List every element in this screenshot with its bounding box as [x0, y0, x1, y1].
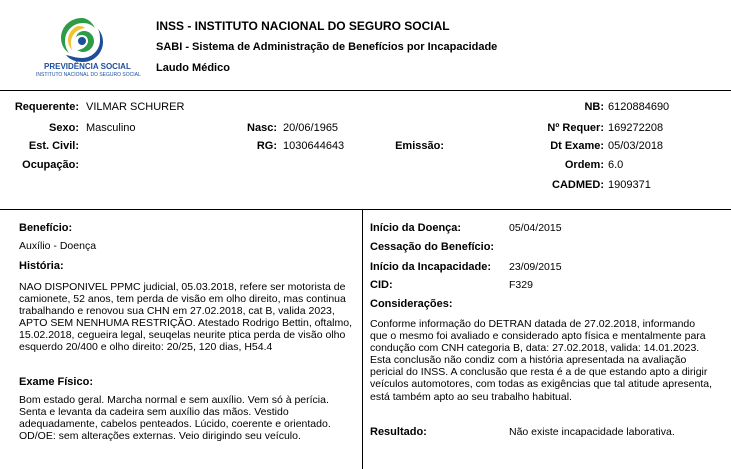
nb-value: 6120884690 — [608, 101, 670, 113]
inicio-doenca-value: 05/04/2015 — [509, 222, 562, 234]
historia-label: História: — [19, 260, 64, 272]
nasc-value: 20/06/1965 — [283, 122, 339, 134]
exame-text: Bom estado geral. Marcha normal e sem auxílio. Vem só à perícia. Senta e levanta da cadeira sem auxílio das mãos. Vestido adequadamente, cabelos penteados. Lúcido, coerente e orientado. OD/OE: sem alterações externas. Veio dirigindo seu veículo. — [19, 394, 331, 443]
beneficio-value: Auxílio - Doença — [19, 240, 97, 252]
nrequer-label: Nº Requer: — [547, 122, 604, 134]
dtexame-label: Dt Exame: — [550, 140, 604, 152]
resultado-value: Não existe incapacidade laborativa. — [509, 426, 675, 438]
cadmed-value: 1909371 — [608, 179, 651, 191]
rg-value: 1030644643 — [283, 140, 345, 152]
header-system: SABI - Sistema de Administração de Benefícios por Incapacidade — [156, 41, 498, 53]
cid-label: CID: — [370, 279, 393, 291]
cadmed-label: CADMED: — [552, 179, 604, 191]
inicio-incapacidade-label: Início da Incapacidade: — [370, 261, 492, 273]
sexo-value: Masculino — [86, 122, 136, 134]
beneficio-label: Benefício: — [19, 222, 73, 234]
inicio-incapacidade-value: 23/09/2015 — [509, 261, 562, 273]
exame-label: Exame Físico: — [19, 376, 93, 388]
requerente-value: VILMAR SCHURER — [86, 101, 185, 113]
logo-sub-text: INSTITUTO NACIONAL DO SEGURO SOCIAL — [36, 72, 141, 78]
ordem-label: Ordem: — [564, 159, 604, 171]
header-institute: INSS - INSTITUTO NACIONAL DO SEGURO SOCIAL — [156, 19, 450, 33]
previdencia-logo-icon — [30, 14, 134, 64]
nrequer-value: 169272208 — [608, 122, 664, 134]
emissao-label: Emissão: — [395, 140, 444, 152]
divider-top — [0, 90, 731, 91]
ocupacao-label: Ocupação: — [22, 159, 79, 171]
divider-vertical — [362, 209, 363, 469]
dtexame-value: 05/03/2018 — [608, 140, 664, 152]
inicio-doenca-label: Início da Doença: — [370, 222, 462, 234]
consideracoes-label: Considerações: — [370, 298, 453, 310]
ordem-value: 6.0 — [608, 159, 624, 171]
cessacao-label: Cessação do Benefício: — [370, 241, 495, 253]
nb-label: NB: — [584, 101, 604, 113]
historia-text: NAO DISPONIVEL PPMC judicial, 05.03.2018, refere ser motorista de camionete, 52 anos, tem perda de visão em olho direito, mas continua trabalhando e renovou sua CHN em 27.02.2018, cat B, valida 2023, APTO SEM NENHUMA RESTRIÇÃO. Atestado Rodrigo Bettin, oftalmo, 15.02.2018, cegueira legal, seuqelas neurite ptica perda de visão olho esquerdo 20/400 e olho direito: 20/25, 120 dias, H54.4 — [19, 281, 353, 354]
rg-label: RG: — [256, 140, 277, 152]
estcivil-label: Est. Civil: — [28, 140, 79, 152]
requerente-label: Requerente: — [14, 101, 79, 113]
divider-middle — [0, 209, 731, 210]
consideracoes-text: Conforme informação do DETRAN datada de 27.02.2018, informando que o mesmo foi avaliado e considerado apto física e mentalmente para condução com CNH categoria B, data: 27.02.2018, valida: 14.01.2023. Esta conclusão não condiz com a história apresentada na avaliação pericial do INSS. A conclusão que resta é a de que estando apto a dirigir veículos automotores, com todas as exigências que tal atitude apresenta, está também apto ao seu trabalho habitual. — [370, 318, 713, 403]
resultado-label: Resultado: — [370, 426, 427, 438]
page-title: Laudo Médico — [156, 62, 230, 74]
previdencia-logo — [30, 14, 141, 80]
nasc-label: Nasc: — [247, 122, 277, 134]
sexo-label: Sexo: — [49, 122, 79, 134]
logo-brand-text: PREVIDÊNCIA SOCIAL — [44, 62, 131, 71]
cid-value: F329 — [509, 279, 533, 291]
